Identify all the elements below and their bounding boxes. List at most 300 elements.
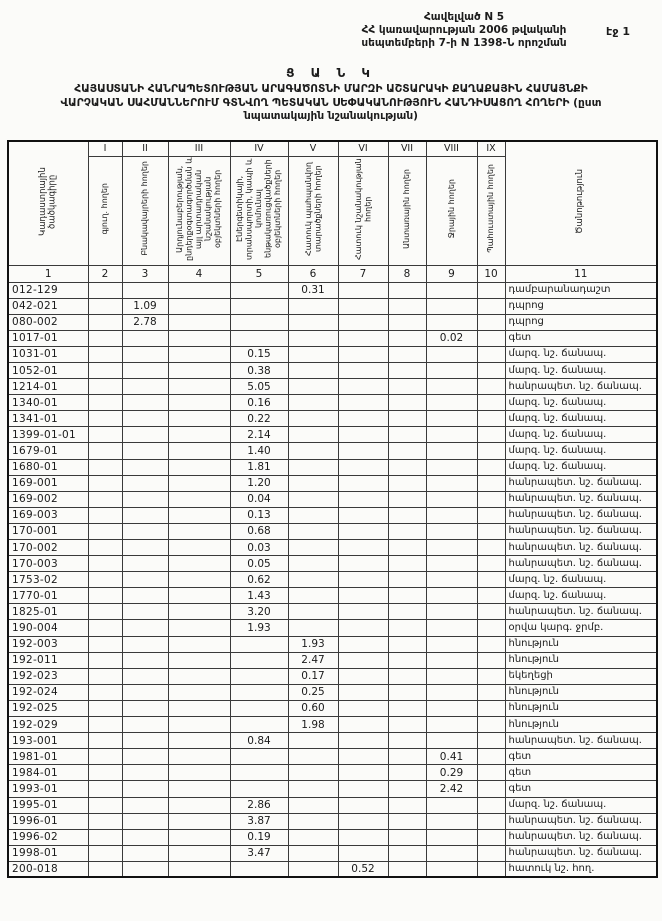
cadastral-code-cell: 1399-01-01 bbox=[8, 427, 88, 443]
empty-cell bbox=[288, 540, 338, 556]
empty-cell bbox=[168, 813, 230, 829]
empty-cell bbox=[88, 475, 122, 491]
empty-cell bbox=[477, 652, 505, 668]
empty-cell bbox=[288, 475, 338, 491]
empty-cell bbox=[168, 346, 230, 362]
area-value-cell: 1.81 bbox=[230, 459, 288, 475]
empty-cell bbox=[338, 588, 388, 604]
cadastral-code-cell: 012-129 bbox=[8, 282, 88, 298]
category-label: Բնակավայրերի հողեր bbox=[140, 161, 150, 256]
empty-cell bbox=[477, 362, 505, 378]
table-row bbox=[8, 765, 657, 781]
empty-cell bbox=[388, 491, 426, 507]
table-row bbox=[8, 411, 657, 427]
empty-cell bbox=[338, 797, 388, 813]
area-value-cell: 0.19 bbox=[230, 829, 288, 845]
empty-cell bbox=[168, 749, 230, 765]
empty-cell bbox=[477, 395, 505, 411]
note-cell: հնություն bbox=[505, 652, 657, 668]
empty-cell bbox=[168, 652, 230, 668]
empty-cell bbox=[122, 700, 168, 716]
empty-cell bbox=[338, 330, 388, 346]
empty-cell bbox=[288, 362, 338, 378]
empty-cell bbox=[122, 427, 168, 443]
table-row bbox=[8, 507, 657, 523]
note-cell: հնություն bbox=[505, 700, 657, 716]
table-row bbox=[8, 700, 657, 716]
empty-cell bbox=[88, 700, 122, 716]
empty-cell bbox=[230, 781, 288, 797]
table-row bbox=[8, 861, 657, 877]
empty-cell bbox=[288, 604, 338, 620]
empty-cell bbox=[426, 636, 477, 652]
empty-cell bbox=[426, 540, 477, 556]
note-cell: հանրապետ. նշ. ճանապ. bbox=[505, 523, 657, 539]
cadastral-code-cell: 1341-01 bbox=[8, 411, 88, 427]
empty-cell bbox=[477, 298, 505, 314]
empty-cell bbox=[426, 797, 477, 813]
empty-cell bbox=[388, 845, 426, 861]
cadastral-code-cell: 1017-01 bbox=[8, 330, 88, 346]
note-cell: մարզ. նշ. ճանապ. bbox=[505, 362, 657, 378]
empty-cell bbox=[388, 684, 426, 700]
note-cell: հատուկ նշ. հող. bbox=[505, 861, 657, 877]
table-row bbox=[8, 491, 657, 507]
empty-cell bbox=[230, 282, 288, 298]
empty-cell bbox=[388, 829, 426, 845]
empty-cell bbox=[88, 684, 122, 700]
note-cell: մարզ. նշ. ճանապ. bbox=[505, 443, 657, 459]
column-number: 7 bbox=[338, 265, 388, 282]
col-header-numeral: I bbox=[88, 141, 122, 156]
area-value-cell: 0.52 bbox=[338, 861, 388, 877]
col-header-category bbox=[388, 156, 426, 265]
note-cell: դպրոց bbox=[505, 298, 657, 314]
note-cell: մարզ. նշ. ճանապ. bbox=[505, 572, 657, 588]
area-value-cell: 2.78 bbox=[122, 314, 168, 330]
empty-cell bbox=[477, 684, 505, 700]
empty-cell bbox=[88, 717, 122, 733]
table-row bbox=[8, 797, 657, 813]
empty-cell bbox=[288, 443, 338, 459]
empty-cell bbox=[338, 620, 388, 636]
area-value-cell: 2.14 bbox=[230, 427, 288, 443]
empty-cell bbox=[168, 330, 230, 346]
empty-cell bbox=[168, 443, 230, 459]
empty-cell bbox=[388, 572, 426, 588]
empty-cell bbox=[388, 411, 426, 427]
empty-cell bbox=[168, 395, 230, 411]
empty-cell bbox=[168, 282, 230, 298]
empty-cell bbox=[426, 443, 477, 459]
empty-cell bbox=[122, 749, 168, 765]
table-row bbox=[8, 443, 657, 459]
column-number: 8 bbox=[388, 265, 426, 282]
note-cell: մարզ. նշ. ճանապ. bbox=[505, 395, 657, 411]
note-cell: մարզ. նշ. ճանապ. bbox=[505, 411, 657, 427]
empty-cell bbox=[288, 411, 338, 427]
empty-cell bbox=[288, 491, 338, 507]
empty-cell bbox=[122, 845, 168, 861]
empty-cell bbox=[288, 330, 338, 346]
empty-cell bbox=[88, 765, 122, 781]
empty-cell bbox=[477, 813, 505, 829]
column-number: 4 bbox=[168, 265, 230, 282]
empty-cell bbox=[388, 765, 426, 781]
empty-cell bbox=[122, 475, 168, 491]
empty-cell bbox=[338, 813, 388, 829]
area-value-cell: 1.40 bbox=[230, 443, 288, 459]
empty-cell bbox=[388, 346, 426, 362]
empty-cell bbox=[388, 314, 426, 330]
empty-cell bbox=[477, 475, 505, 491]
empty-cell bbox=[477, 572, 505, 588]
column-number: 3 bbox=[122, 265, 168, 282]
empty-cell bbox=[230, 298, 288, 314]
empty-cell bbox=[88, 813, 122, 829]
empty-cell bbox=[338, 604, 388, 620]
cadastral-code-cell: 1981-01 bbox=[8, 749, 88, 765]
empty-cell bbox=[88, 459, 122, 475]
empty-cell bbox=[168, 604, 230, 620]
empty-cell bbox=[168, 636, 230, 652]
empty-cell bbox=[426, 620, 477, 636]
table-row bbox=[8, 362, 657, 378]
empty-cell bbox=[338, 411, 388, 427]
empty-cell bbox=[477, 314, 505, 330]
empty-cell bbox=[122, 797, 168, 813]
cadastral-code-cell: 1340-01 bbox=[8, 395, 88, 411]
empty-cell bbox=[168, 427, 230, 443]
empty-cell bbox=[288, 813, 338, 829]
note-cell: դամբարանադաշտ bbox=[505, 282, 657, 298]
empty-cell bbox=[88, 314, 122, 330]
empty-cell bbox=[388, 749, 426, 765]
empty-cell bbox=[88, 588, 122, 604]
empty-cell bbox=[338, 636, 388, 652]
area-value-cell: 0.04 bbox=[230, 491, 288, 507]
cadastral-code-cell: 1984-01 bbox=[8, 765, 88, 781]
cadastral-code-cell: 170-003 bbox=[8, 556, 88, 572]
empty-cell bbox=[338, 523, 388, 539]
empty-cell bbox=[288, 379, 338, 395]
empty-cell bbox=[477, 282, 505, 298]
empty-cell bbox=[338, 507, 388, 523]
empty-cell bbox=[230, 636, 288, 652]
empty-cell bbox=[338, 572, 388, 588]
empty-cell bbox=[288, 523, 338, 539]
table-row bbox=[8, 572, 657, 588]
table-row bbox=[8, 813, 657, 829]
empty-cell bbox=[477, 523, 505, 539]
column-number: 10 bbox=[477, 265, 505, 282]
table-row bbox=[8, 330, 657, 346]
empty-cell bbox=[426, 813, 477, 829]
empty-cell bbox=[477, 765, 505, 781]
empty-cell bbox=[338, 362, 388, 378]
land-list-table bbox=[7, 140, 658, 878]
table-row bbox=[8, 427, 657, 443]
cadastral-code-cell: 1031-01 bbox=[8, 346, 88, 362]
table-row bbox=[8, 588, 657, 604]
empty-cell bbox=[230, 700, 288, 716]
empty-cell bbox=[168, 314, 230, 330]
empty-cell bbox=[88, 282, 122, 298]
empty-cell bbox=[122, 523, 168, 539]
empty-cell bbox=[122, 781, 168, 797]
empty-cell bbox=[88, 298, 122, 314]
empty-cell bbox=[88, 829, 122, 845]
empty-cell bbox=[426, 717, 477, 733]
empty-cell bbox=[388, 700, 426, 716]
empty-cell bbox=[338, 298, 388, 314]
empty-cell bbox=[338, 395, 388, 411]
category-label: Հատուկ պահպանվող տարածքների հողեր bbox=[303, 161, 322, 256]
column-number: 6 bbox=[288, 265, 338, 282]
empty-cell bbox=[426, 314, 477, 330]
empty-cell bbox=[477, 797, 505, 813]
empty-cell bbox=[338, 829, 388, 845]
empty-cell bbox=[122, 668, 168, 684]
cadastral-code-cell: 192-023 bbox=[8, 668, 88, 684]
empty-cell bbox=[388, 362, 426, 378]
empty-cell bbox=[288, 749, 338, 765]
empty-cell bbox=[168, 861, 230, 877]
table-row bbox=[8, 314, 657, 330]
empty-cell bbox=[122, 540, 168, 556]
empty-cell bbox=[168, 298, 230, 314]
empty-cell bbox=[426, 829, 477, 845]
empty-cell bbox=[338, 540, 388, 556]
empty-cell bbox=[388, 604, 426, 620]
empty-cell bbox=[122, 507, 168, 523]
empty-cell bbox=[168, 540, 230, 556]
note-cell: մարզ. նշ. ճանապ. bbox=[505, 427, 657, 443]
empty-cell bbox=[388, 395, 426, 411]
empty-cell bbox=[288, 733, 338, 749]
cadastral-code-cell: 1052-01 bbox=[8, 362, 88, 378]
empty-cell bbox=[122, 733, 168, 749]
empty-cell bbox=[122, 459, 168, 475]
empty-cell bbox=[426, 588, 477, 604]
empty-cell bbox=[477, 636, 505, 652]
empty-cell bbox=[477, 346, 505, 362]
empty-cell bbox=[338, 314, 388, 330]
note-cell: հանրապետ. նշ. ճանապ. bbox=[505, 829, 657, 845]
table-row bbox=[8, 282, 657, 298]
empty-cell bbox=[338, 556, 388, 572]
empty-cell bbox=[426, 475, 477, 491]
empty-cell bbox=[288, 829, 338, 845]
note-cell: հանրապետ. նշ. ճանապ. bbox=[505, 491, 657, 507]
empty-cell bbox=[168, 829, 230, 845]
empty-cell bbox=[426, 556, 477, 572]
area-value-cell: 0.84 bbox=[230, 733, 288, 749]
cadastral-code-cell: 042-021 bbox=[8, 298, 88, 314]
empty-cell bbox=[388, 797, 426, 813]
empty-cell bbox=[230, 717, 288, 733]
empty-cell bbox=[168, 507, 230, 523]
empty-cell bbox=[122, 717, 168, 733]
empty-cell bbox=[88, 540, 122, 556]
note-cell: հանրապետ. նշ. ճանապ. bbox=[505, 813, 657, 829]
empty-cell bbox=[388, 507, 426, 523]
empty-cell bbox=[388, 475, 426, 491]
empty-cell bbox=[288, 346, 338, 362]
empty-cell bbox=[426, 572, 477, 588]
empty-cell bbox=[426, 411, 477, 427]
empty-cell bbox=[338, 668, 388, 684]
empty-cell bbox=[477, 604, 505, 620]
empty-cell bbox=[230, 749, 288, 765]
table-body bbox=[8, 282, 657, 877]
area-value-cell: 1.98 bbox=[288, 717, 338, 733]
cadastral-code-cell: 1753-02 bbox=[8, 572, 88, 588]
empty-cell bbox=[168, 781, 230, 797]
cadastral-code-cell: 192-011 bbox=[8, 652, 88, 668]
empty-cell bbox=[88, 797, 122, 813]
empty-cell bbox=[122, 620, 168, 636]
empty-cell bbox=[426, 491, 477, 507]
empty-cell bbox=[388, 620, 426, 636]
empty-cell bbox=[168, 733, 230, 749]
empty-cell bbox=[288, 298, 338, 314]
cadastral-code-cell: 192-024 bbox=[8, 684, 88, 700]
col-header-category bbox=[477, 156, 505, 265]
empty-cell bbox=[88, 572, 122, 588]
col-header-category bbox=[426, 156, 477, 265]
column-number: 2 bbox=[88, 265, 122, 282]
empty-cell bbox=[426, 668, 477, 684]
cadastral-code-cell: 1679-01 bbox=[8, 443, 88, 459]
area-value-cell: 1.93 bbox=[230, 620, 288, 636]
empty-cell bbox=[88, 749, 122, 765]
empty-cell bbox=[122, 861, 168, 877]
area-value-cell: 1.93 bbox=[288, 636, 338, 652]
empty-cell bbox=[388, 588, 426, 604]
cadastral-code-cell: 1825-01 bbox=[8, 604, 88, 620]
empty-cell bbox=[288, 556, 338, 572]
annex-label: Հավելված N 5 bbox=[423, 11, 505, 23]
table-row bbox=[8, 733, 657, 749]
empty-cell bbox=[477, 733, 505, 749]
empty-cell bbox=[288, 845, 338, 861]
note-header-label: Ծանոթություն bbox=[575, 169, 585, 235]
empty-cell bbox=[338, 282, 388, 298]
empty-cell bbox=[122, 282, 168, 298]
empty-cell bbox=[426, 523, 477, 539]
cadastral-code-cell: 080-002 bbox=[8, 314, 88, 330]
table-row bbox=[8, 459, 657, 475]
column-number: 9 bbox=[426, 265, 477, 282]
empty-cell bbox=[477, 749, 505, 765]
note-cell: մարզ. նշ. ճանապ. bbox=[505, 588, 657, 604]
table-row bbox=[8, 652, 657, 668]
empty-cell bbox=[88, 781, 122, 797]
table-row bbox=[8, 636, 657, 652]
empty-cell bbox=[288, 314, 338, 330]
empty-cell bbox=[426, 700, 477, 716]
empty-cell bbox=[477, 829, 505, 845]
note-cell: օրվա կարգ. ջրմբ. bbox=[505, 620, 657, 636]
empty-cell bbox=[88, 379, 122, 395]
empty-cell bbox=[122, 813, 168, 829]
area-value-cell: 0.29 bbox=[426, 765, 477, 781]
empty-cell bbox=[122, 684, 168, 700]
empty-cell bbox=[477, 379, 505, 395]
empty-cell bbox=[477, 781, 505, 797]
empty-cell bbox=[168, 684, 230, 700]
empty-cell bbox=[288, 781, 338, 797]
area-value-cell: 0.31 bbox=[288, 282, 338, 298]
empty-cell bbox=[388, 443, 426, 459]
empty-cell bbox=[338, 652, 388, 668]
col-header-category bbox=[122, 156, 168, 265]
empty-cell bbox=[388, 298, 426, 314]
area-value-cell: 0.02 bbox=[426, 330, 477, 346]
header-roman-row bbox=[8, 141, 657, 156]
empty-cell bbox=[122, 379, 168, 395]
empty-cell bbox=[88, 604, 122, 620]
cadastral-code-cell: 169-002 bbox=[8, 491, 88, 507]
empty-cell bbox=[122, 491, 168, 507]
cadastral-code-cell: 169-003 bbox=[8, 507, 88, 523]
area-value-cell: 2.42 bbox=[426, 781, 477, 797]
empty-cell bbox=[477, 668, 505, 684]
table-row bbox=[8, 298, 657, 314]
decision-reference bbox=[330, 11, 598, 50]
empty-cell bbox=[88, 845, 122, 861]
col-header-cadastral-code bbox=[8, 141, 88, 265]
title-line-1: ՀԱՅԱՍՏԱՆԻ ՀԱՆՐԱՊԵՏՈՒԹՅԱՆ ԱՐԱԳԱԾՈՏՆԻ ՄԱՐԶԻ ԱՇՏԱՐԱԿԻ ՔԱՂԱՔԱՅԻՆ ՀԱՄԱՅՆՔԻ bbox=[74, 83, 588, 95]
empty-cell bbox=[338, 845, 388, 861]
empty-cell bbox=[122, 346, 168, 362]
empty-cell bbox=[388, 668, 426, 684]
col-header-numeral: VIII bbox=[426, 141, 477, 156]
empty-cell bbox=[88, 733, 122, 749]
empty-cell bbox=[168, 765, 230, 781]
empty-cell bbox=[477, 443, 505, 459]
category-label: Էներգետիկայի, տրանսպորտի, կապի և կոմունալ ենթակառուցվածքների օբյեկտների հողեր bbox=[235, 157, 283, 260]
empty-cell bbox=[88, 330, 122, 346]
empty-cell bbox=[168, 556, 230, 572]
empty-cell bbox=[230, 668, 288, 684]
empty-cell bbox=[168, 523, 230, 539]
area-value-cell: 0.38 bbox=[230, 362, 288, 378]
note-cell: մարզ. նշ. ճանապ. bbox=[505, 797, 657, 813]
title-line-3: նպատակային նշանակության) bbox=[243, 110, 419, 122]
empty-cell bbox=[388, 330, 426, 346]
area-value-cell: 1.20 bbox=[230, 475, 288, 491]
table-row bbox=[8, 540, 657, 556]
area-value-cell: 0.17 bbox=[288, 668, 338, 684]
area-value-cell: 0.22 bbox=[230, 411, 288, 427]
area-value-cell: 3.20 bbox=[230, 604, 288, 620]
area-value-cell: 0.62 bbox=[230, 572, 288, 588]
col-header-category bbox=[288, 156, 338, 265]
cadastral-code-cell: 1680-01 bbox=[8, 459, 88, 475]
empty-cell bbox=[168, 717, 230, 733]
table-row bbox=[8, 845, 657, 861]
empty-cell bbox=[168, 572, 230, 588]
note-cell: հանրապետ. նշ. ճանապ. bbox=[505, 604, 657, 620]
empty-cell bbox=[288, 797, 338, 813]
note-cell: գետ bbox=[505, 765, 657, 781]
empty-cell bbox=[388, 636, 426, 652]
empty-cell bbox=[477, 540, 505, 556]
empty-cell bbox=[88, 556, 122, 572]
table-row bbox=[8, 717, 657, 733]
